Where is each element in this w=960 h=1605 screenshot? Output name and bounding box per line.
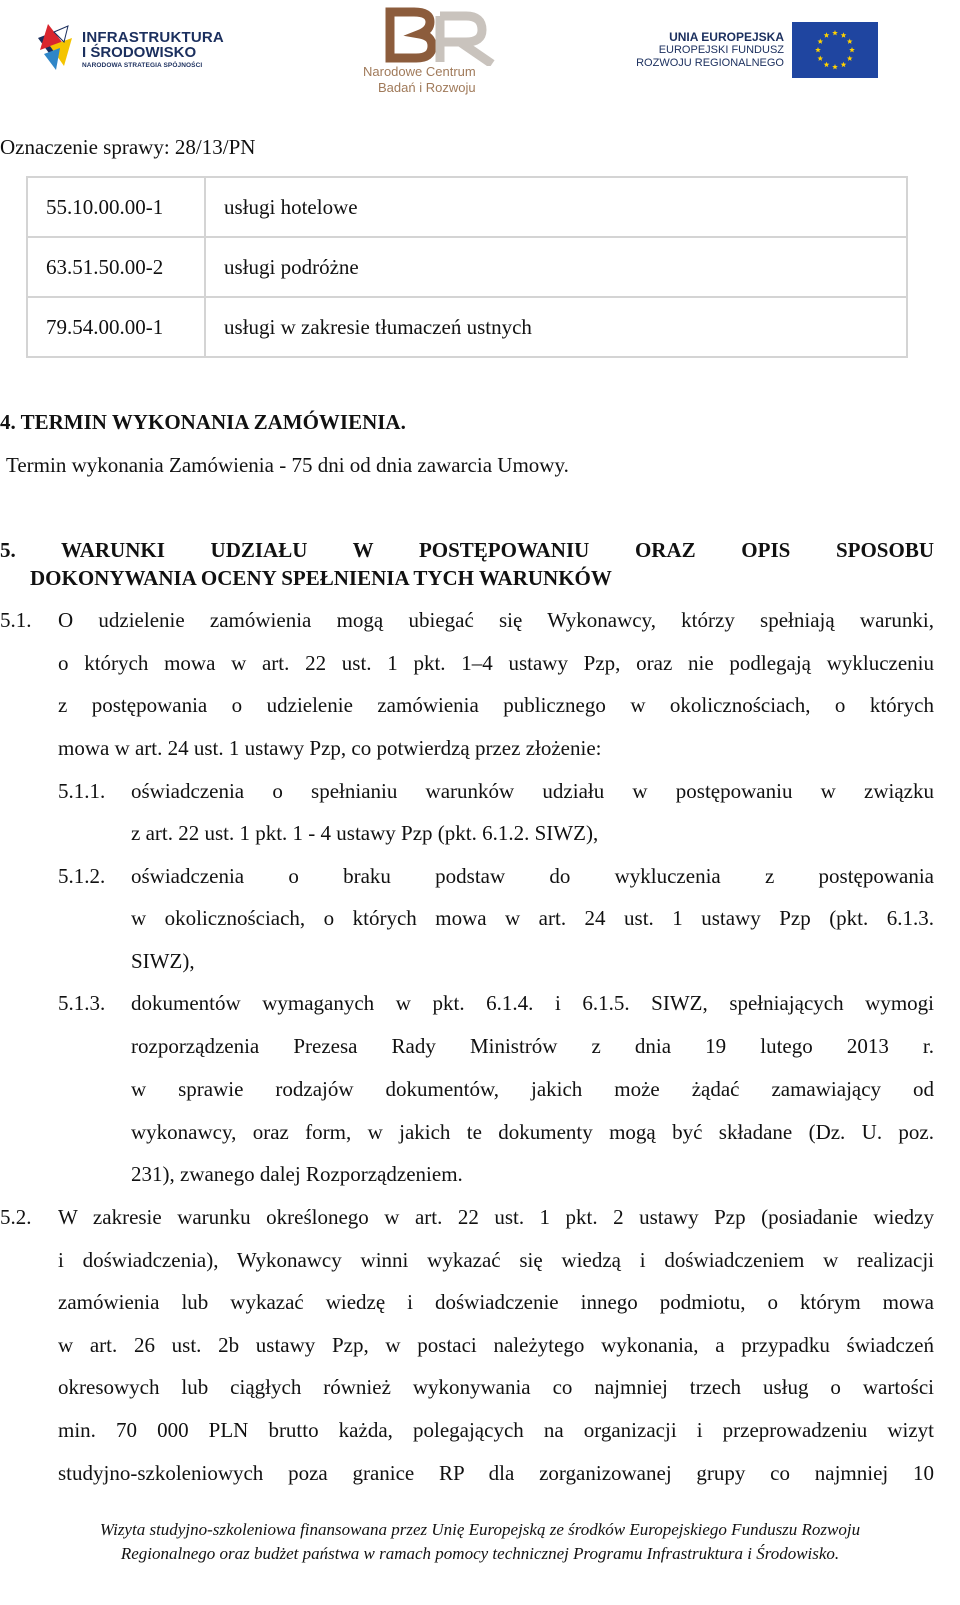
section-4-text: Termin wykonania Zamówienia - 75 dni od dnia zawarcia Umowy. xyxy=(6,453,569,477)
cpv-table xyxy=(26,176,908,358)
cpv-code: 63.51.50.00-2 xyxy=(27,237,205,297)
footer-line1: Wizyta studyjno-szkoleniowa finansowana przez Unię Europejską ze środków Europejskiego Funduszu Rozwoju xyxy=(99,1520,861,1539)
paragraph-line: z postępowania o udzielenie zamówienia publicznego w okolicznościach, o których xyxy=(58,693,934,717)
eu-star-icon xyxy=(824,62,830,67)
paragraph-line: zamówienia lub wykazać wiedzę i doświadczenie innego podmiotu, o którym mowa xyxy=(58,1290,934,1314)
paragraph-line: SIWZ), xyxy=(131,949,195,973)
page-header xyxy=(0,0,960,110)
case-reference: Oznaczenie sprawy: 28/13/PN xyxy=(0,135,256,159)
paragraph-line: dokumentów wymaganych w pkt. 6.1.4. i 6.1.5. SIWZ, spełniających wymogi xyxy=(131,991,934,1015)
table-row xyxy=(27,177,907,237)
paragraph-line: w art. 26 ust. 2b ustawy Pzp, w postaci należytego wykonania, a przypadku świadczeń xyxy=(58,1333,934,1357)
infrastruktura-logo xyxy=(34,20,234,76)
point-number: 5.1.1. xyxy=(58,779,106,803)
eu-star-icon xyxy=(832,30,838,35)
logo-center-line1: Narodowe Centrum xyxy=(363,64,476,79)
paragraph-line: w okolicznościach, o których mowa w art. 24 ust. 1 ustawy Pzp (pkt. 6.1.3. xyxy=(131,906,934,930)
eu-logo xyxy=(636,22,880,78)
paragraph-line: okresowych lub ciągłych również wykonywania co najmniej trzech usług o wartości xyxy=(58,1375,934,1399)
point-number: 5.1.2. xyxy=(58,864,106,888)
ncbr-logo xyxy=(360,6,530,98)
table-row xyxy=(27,297,907,357)
star-logo-icon xyxy=(34,20,78,72)
eu-star-icon xyxy=(847,56,853,61)
eu-flag-icon xyxy=(792,22,878,78)
paragraph-line: i doświadczenia), Wykonawcy winni wykazać się wiedzą i doświadczeniem w realizacji xyxy=(58,1248,934,1272)
paragraph-line: o których mowa w art. 22 ust. 1 pkt. 1–4 ustawy Pzp, oraz nie podlegają wykluczeniu xyxy=(58,651,934,675)
paragraph-line: min. 70 000 PLN brutto każda, polegających na organizacji i przeprowadzeniu wizyt xyxy=(58,1418,934,1442)
paragraph-line: wykonawcy, oraz form, w jakich te dokumenty mogą być składane (Dz. U. poz. xyxy=(131,1120,934,1144)
paragraph-line: rozporządzenia Prezesa Rady Ministrów z dnia 19 lutego 2013 r. xyxy=(131,1034,934,1058)
eu-star-icon xyxy=(817,56,823,61)
eu-star-icon xyxy=(847,39,853,44)
eu-star-icon xyxy=(815,47,821,52)
eu-star-icon xyxy=(841,62,847,67)
paragraph-line: studyjno-szkoleniowych poza granice RP dla zorganizowanej grupy co najmniej 10 xyxy=(58,1461,934,1485)
paragraph-line: oświadczenia o spełnianiu warunków udziału w postępowaniu w związku xyxy=(131,779,934,803)
point-number: 5.2. xyxy=(0,1205,32,1229)
br-monogram-icon xyxy=(380,6,520,66)
eu-star-icon xyxy=(849,47,855,52)
table-row xyxy=(27,237,907,297)
paragraph-line: z art. 22 ust. 1 pkt. 1 - 4 ustawy Pzp (pkt. 6.1.2. SIWZ), xyxy=(131,821,599,845)
section-4-heading: 4. TERMIN WYKONANIA ZAMÓWIENIA. xyxy=(0,410,406,434)
eu-star-icon xyxy=(832,64,838,69)
logo-right-line2: EUROPEJSKI FUNDUSZ xyxy=(658,44,784,56)
paragraph-line: 231), zwanego dalej Rozporządzeniem. xyxy=(131,1162,463,1186)
logo-center-line2: Badań i Rozwoju xyxy=(378,80,476,95)
section-5-heading-line2: DOKONYWANIA OCENY SPEŁNIENIA TYCH WARUNKÓW xyxy=(30,566,612,590)
cpv-code: 79.54.00.00-1 xyxy=(27,297,205,357)
eu-star-icon xyxy=(841,32,847,37)
point-number: 5.1.3. xyxy=(58,991,106,1015)
cpv-description: usługi podróżne xyxy=(205,237,907,297)
logo-right-line3: ROZWOJU REGIONALNEGO xyxy=(636,57,784,69)
cpv-description: usługi hotelowe xyxy=(205,177,907,237)
section-5-heading-line1: 5. WARUNKI UDZIAŁU W POSTĘPOWANIU ORAZ OPIS SPOSOBU xyxy=(0,538,934,562)
paragraph-line: O udzielenie zamówienia mogą ubiegać się Wykonawcy, którzy spełniają warunki, xyxy=(58,608,934,632)
cpv-description: usługi w zakresie tłumaczeń ustnych xyxy=(205,297,907,357)
logo-left-line2: I ŚRODOWISKO xyxy=(82,44,197,61)
paragraph-line: W zakresie warunku określonego w art. 22 ust. 1 pkt. 2 ustawy Pzp (posiadanie wiedzy xyxy=(58,1205,934,1229)
footer-line2: Regionalnego oraz budżet państwa w ramach pomocy technicznej Programu Infrastruktura i Środowisko. xyxy=(120,1544,840,1563)
logo-right-line1: UNIA EUROPEJSKA xyxy=(669,30,784,44)
paragraph-line: w sprawie rodzajów dokumentów, jakich może żądać zamawiający od xyxy=(131,1077,934,1101)
eu-star-icon xyxy=(824,32,830,37)
paragraph-line: mowa w art. 24 ust. 1 ustawy Pzp, co potwierdzą przez złożenie: xyxy=(58,736,602,760)
logo-left-line1: INFRASTRUKTURA xyxy=(82,29,224,46)
eu-star-icon xyxy=(817,39,823,44)
logo-left-line3: NARODOWA STRATEGIA SPÓJNOŚCI xyxy=(82,62,203,69)
cpv-code: 55.10.00.00-1 xyxy=(27,177,205,237)
point-number: 5.1. xyxy=(0,608,32,632)
paragraph-line: oświadczenia o braku podstaw do wykluczenia z postępowania xyxy=(131,864,934,888)
